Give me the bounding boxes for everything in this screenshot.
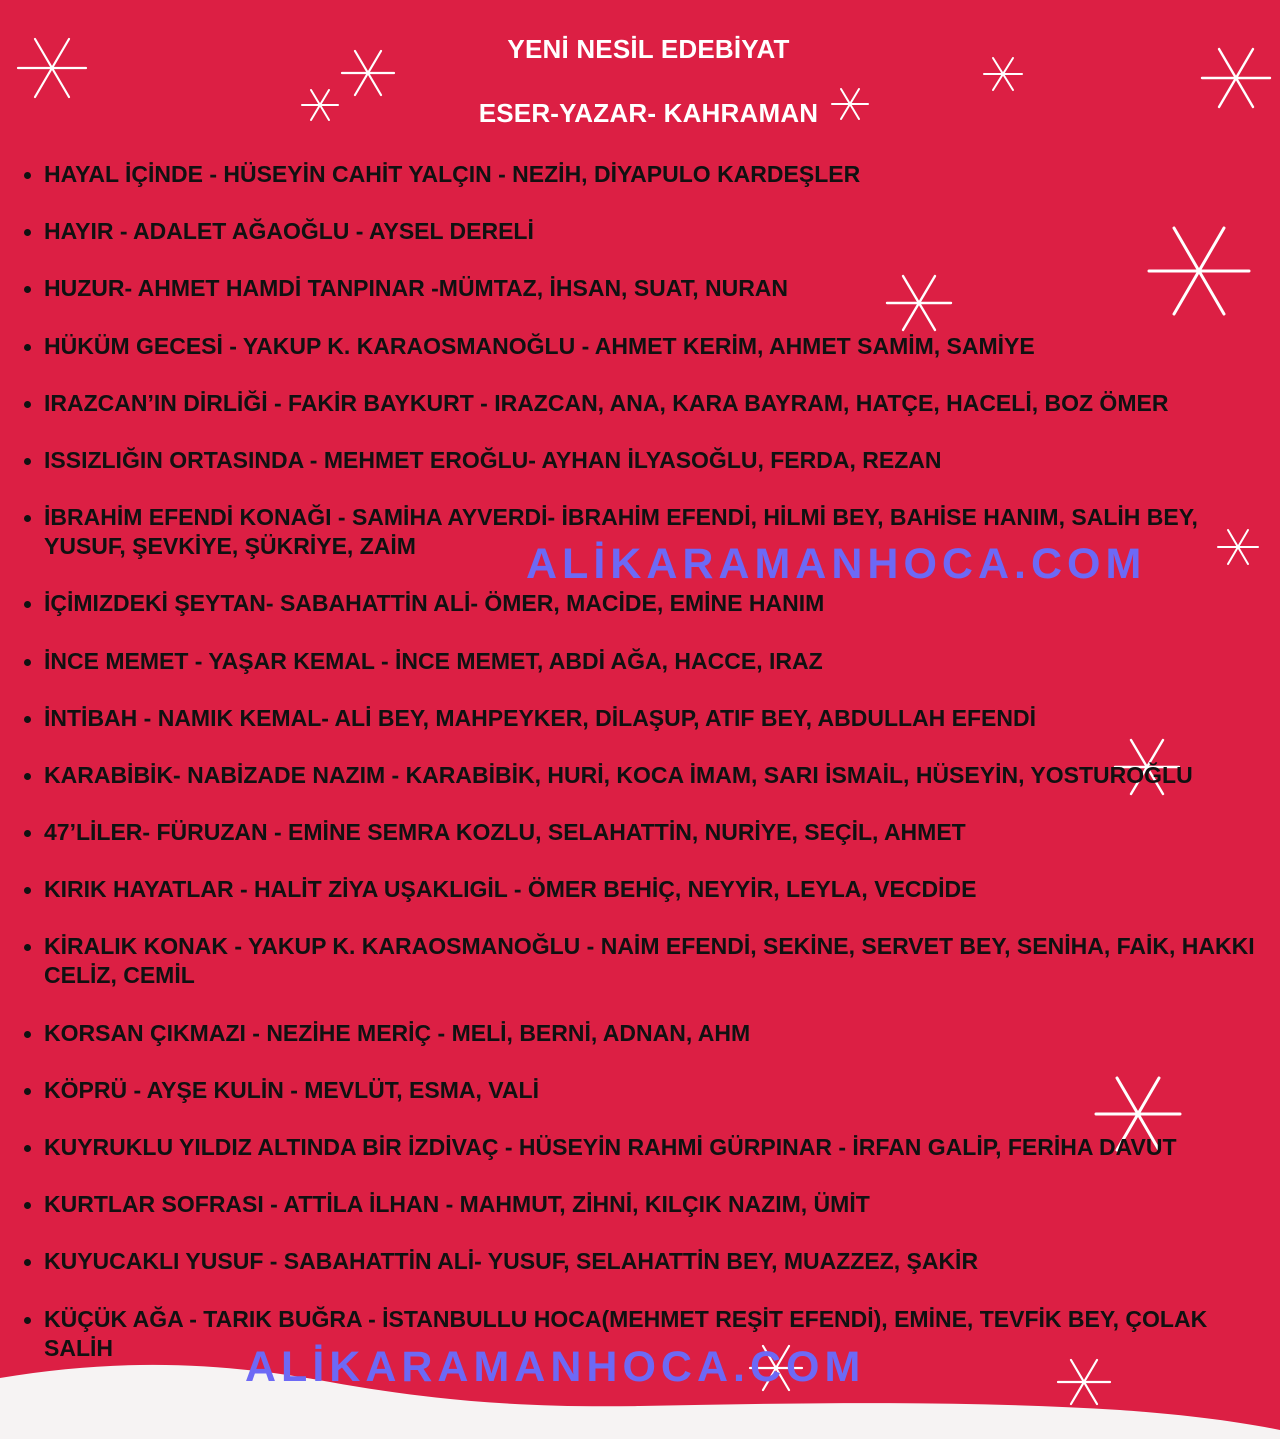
list-item: ISSIZLIĞIN ORTASINDA - MEHMET EROĞLU- AYHAN İLYASOĞLU, FERDA, REZAN	[20, 446, 1270, 475]
page-title: YENİ NESİL EDEBİYAT	[507, 34, 790, 64]
list-item: HAYIR - ADALET AĞAOĞLU - AYSEL DERELİ	[20, 217, 1270, 246]
list-item: KORSAN ÇIKMAZI - NEZİHE MERİÇ - MELİ, BERNİ, ADNAN, AHM	[20, 1019, 1270, 1048]
list-item: KÜÇÜK AĞA - TARIK BUĞRA - İSTANBULLU HOCA(MEHMET REŞİT EFENDİ), EMİNE, TEVFİK BEY, ÇOLAK SALİH	[20, 1305, 1270, 1363]
list-item: KURTLAR SOFRASI - ATTİLA İLHAN - MAHMUT, ZİHNİ, KILÇIK NAZIM, ÜMİT	[20, 1190, 1270, 1219]
list-item: KARABİBİK- NABİZADE NAZIM - KARABİBİK, HURİ, KOCA İMAM, SARI İSMAİL, HÜSEYİN, YOSTUROĞLU	[20, 761, 1270, 790]
list-item: İNCE MEMET - YAŞAR KEMAL - İNCE MEMET, ABDİ AĞA, HACCE, IRAZ	[20, 647, 1270, 676]
list-item: HAYAL İÇİNDE - HÜSEYİN CAHİT YALÇIN - NEZİH, DİYAPULO KARDEŞLER	[20, 160, 1270, 189]
list-item: İÇİMIZDEKİ ŞEYTAN- SABAHATTİN ALİ- ÖMER, MACİDE, EMİNE HANIM	[20, 589, 1270, 618]
list-item: HÜKÜM GECESİ - YAKUP K. KARAOSMANOĞLU - AHMET KERİM, AHMET SAMİM, SAMİYE	[20, 332, 1270, 361]
list-item: İNTİBAH - NAMIK KEMAL- ALİ BEY, MAHPEYKER, DİLAŞUP, ATIF BEY, ABDULLAH EFENDİ	[20, 704, 1270, 733]
list-item: KUYRUKLU YILDIZ ALTINDA BİR İZDİVAÇ - HÜSEYİN RAHMİ GÜRPINAR - İRFAN GALİP, FERİHA DAVUT	[20, 1133, 1270, 1162]
watermark: ALİKARAMANHOCA.COM	[245, 1343, 866, 1391]
watermark: ALİKARAMANHOCA.COM	[526, 540, 1147, 588]
list-item: 47’LİLER- FÜRUZAN - EMİNE SEMRA KOZLU, SELAHATTİN, NURİYE, SEÇİL, AHMET	[20, 818, 1270, 847]
list-item: HUZUR- AHMET HAMDİ TANPINAR -MÜMTAZ, İHSAN, SUAT, NURAN	[20, 274, 1270, 303]
list-item: İBRAHİM EFENDİ KONAĞI - SAMİHA AYVERDİ- İBRAHİM EFENDİ, HİLMİ BEY, BAHİSE HANIM, SALİH BEY, YUSUF, ŞEVKİYE, ŞÜKRİYE, ZAİM	[20, 503, 1270, 561]
list-item: KİRALIK KONAK - YAKUP K. KARAOSMANOĞLU - NAİM EFENDİ, SEKİNE, SERVET BEY, SENİHA, FAİK, HAKKI CELİZ, CEMİL	[20, 932, 1270, 990]
list-item: KIRIK HAYATLAR - HALİT ZİYA UŞAKLIGİL - ÖMER BEHİÇ, NEYYİR, LEYLA, VECDİDE	[20, 875, 1270, 904]
work-list	[20, 160, 1270, 1391]
list-item: IRAZCAN’IN DİRLİĞİ - FAKİR BAYKURT - IRAZCAN, ANA, KARA BAYRAM, HATÇE, HACELİ, BOZ ÖMER	[20, 389, 1270, 418]
page-subtitle: ESER-YAZAR- KAHRAMAN	[478, 98, 819, 128]
list-item: KUYUCAKLI YUSUF - SABAHATTİN ALİ- YUSUF, SELAHATTİN BEY, MUAZZEZ, ŞAKİR	[20, 1247, 1270, 1276]
list-item: KÖPRÜ - AYŞE KULİN - MEVLÜT, ESMA, VALİ	[20, 1076, 1270, 1105]
